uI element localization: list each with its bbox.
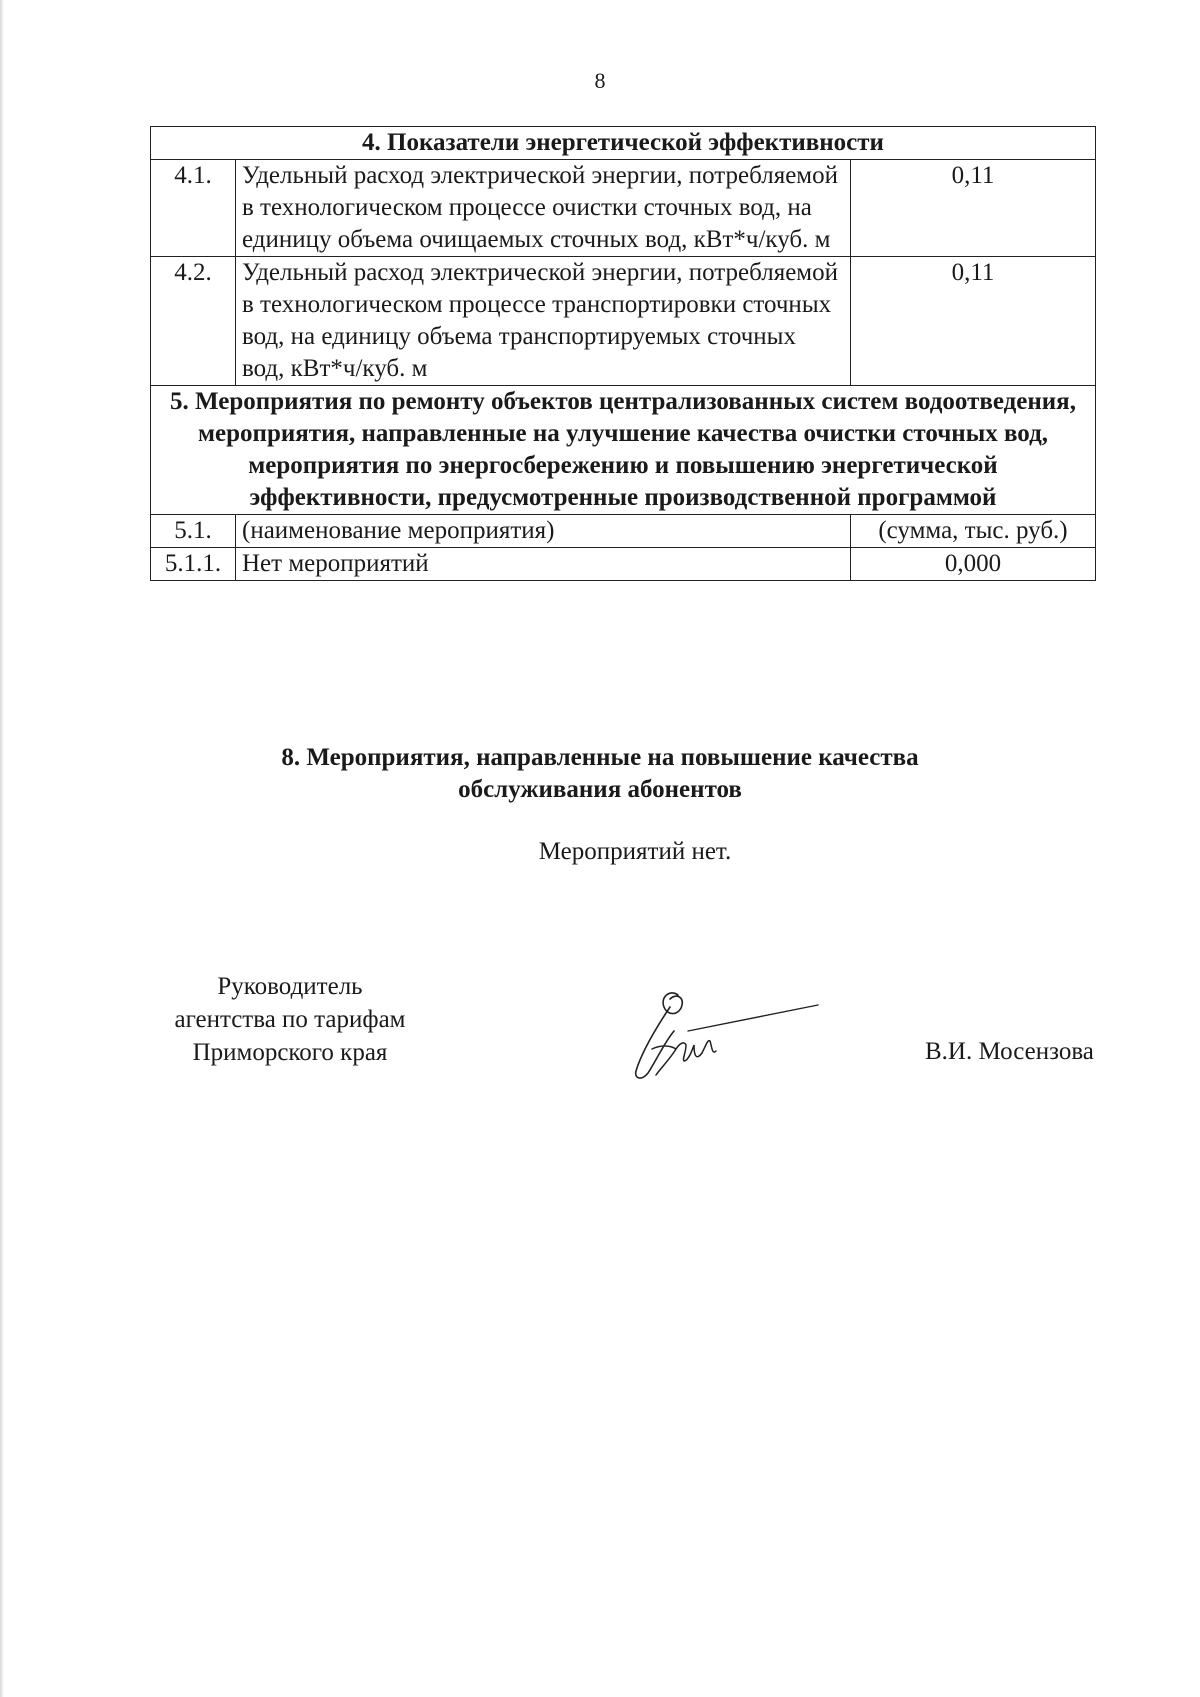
row-description: Удельный расход электрической энергии, потребляемой в технологическом процессе транспортировки сточных вод, на единицу объема транспортируемых сточных вод, кВт*ч/куб. м [236, 257, 851, 386]
row-number: 4.1. [151, 160, 236, 257]
indicators-table [150, 126, 1096, 581]
signatory-name: В.И. Мосензова [925, 1038, 1094, 1065]
section-8-title-line: обслуживания абонентов [458, 776, 742, 803]
signatory-position-line: агентства по тарифам [174, 1006, 406, 1033]
section-8-text: Мероприятий нет. [538, 838, 732, 865]
signatory-position-line: Приморского края [192, 1039, 388, 1066]
signatory-position [140, 970, 440, 1069]
table-row [151, 160, 1096, 257]
table-row [151, 127, 1096, 160]
section-5-title: 5. Мероприятия по ремонту объектов централизованных систем водоотведения, мероприятия, направленные на улучшение качества очистки сточных вод, мероприятия по энергосбережению и повышению энергетической эффективности, предусмотренные производственной программой [151, 386, 1096, 515]
table-row [151, 515, 1096, 548]
section-4-title: 4. Показатели энергетической эффективности [151, 127, 1096, 160]
row-value: 0,000 [851, 548, 1096, 581]
row-description: Нет мероприятий [236, 548, 851, 581]
row-description: Удельный расход электрической энергии, потребляемой в технологическом процессе очистки сточных вод, на единицу объема очищаемых сточных вод, кВт*ч/куб. м [236, 160, 851, 257]
table-row [151, 386, 1096, 515]
row-value: 0,11 [851, 257, 1096, 386]
section-8-title-line: 8. Мероприятия, направленные на повышение качества [281, 744, 919, 771]
row-value: 0,11 [851, 160, 1096, 257]
row-description: (наименование мероприятия) [236, 515, 851, 548]
page-number: 8 [594, 68, 606, 93]
table-row [151, 257, 1096, 386]
section-8-heading [0, 742, 1200, 806]
row-number: 4.2. [151, 257, 236, 386]
row-number: 5.1. [151, 515, 236, 548]
row-value: (сумма, тыс. руб.) [851, 515, 1096, 548]
handwritten-signature [630, 985, 830, 1085]
signatory-position-line: Руководитель [217, 973, 363, 1000]
row-number: 5.1.1. [151, 548, 236, 581]
table-row [151, 548, 1096, 581]
